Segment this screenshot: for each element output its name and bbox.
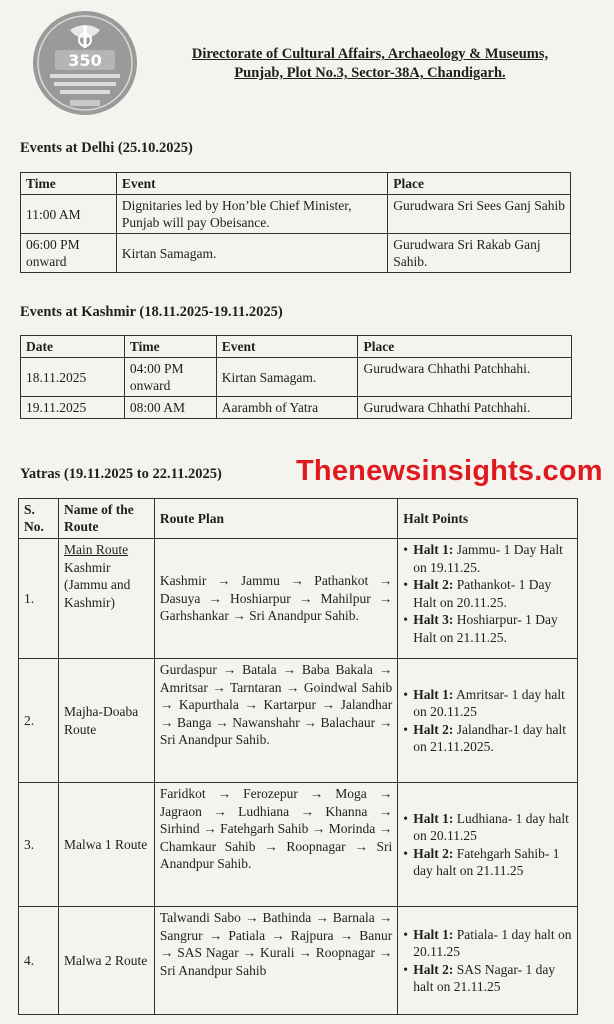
table-header-row bbox=[21, 173, 571, 195]
halt-points-cell bbox=[398, 539, 578, 659]
event-cell: Kirtan Samagam. bbox=[216, 358, 358, 397]
column-header: Name of the Route bbox=[58, 499, 154, 539]
time-cell: 06:00 PM onward bbox=[21, 234, 117, 273]
header bbox=[150, 45, 590, 83]
logo-numeral: 350 bbox=[68, 51, 102, 70]
table-header-row bbox=[19, 499, 578, 539]
column-header: Date bbox=[21, 336, 125, 358]
event-cell: Dignitaries led by Hon’ble Chief Minister, Punjab will pay Obeisance. bbox=[116, 195, 387, 234]
halt-item: • Halt 2: Fatehgarh Sahib- 1 day halt on 21.11.25 bbox=[403, 845, 572, 880]
route-name-cell bbox=[58, 539, 154, 659]
kashmir-section-title: Events at Kashmir (18.11.2025-19.11.2025) bbox=[20, 304, 283, 320]
yatras-section-title: Yatras (19.11.2025 to 22.11.2025) bbox=[20, 466, 222, 482]
column-header: Route Plan bbox=[154, 499, 397, 539]
halt-item: • Halt 1: Patiala- 1 day halt on 20.11.25 bbox=[403, 926, 572, 961]
delhi-events-table bbox=[20, 172, 571, 273]
halt-item: • Halt 1: Amritsar- 1 day halt on 20.11.25 bbox=[403, 686, 572, 721]
route-plan-cell: Gurdaspur → Batala → Baba Bakala → Amritsar → Tarntaran → Goindwal Sahib → Kapurthala → Kartarpur → Jalandhar → Banga → Nawanshahr → Balachaur → Sri Anandpur Sahib. bbox=[154, 659, 397, 783]
halt-item: • Halt 2: Pathankot- 1 Day Halt on 20.11.25. bbox=[403, 576, 572, 611]
route-plan-cell: Kashmir → Jammu → Pathankot → Dasuya → Hoshiarpur → Mahilpur → Garhshankar → Sri Anandpur Sahib. bbox=[154, 539, 397, 659]
column-header: Time bbox=[21, 173, 117, 195]
place-cell: Gurudwara Sri Rakab Ganj Sahib. bbox=[388, 234, 571, 273]
route-name-cell: Majha-Doaba Route bbox=[58, 659, 154, 783]
header-line-1: Directorate of Cultural Affairs, Archaeology & Museums, bbox=[191, 46, 549, 62]
time-cell: 04:00 PM onward bbox=[124, 358, 216, 397]
serial-cell: 2. bbox=[19, 659, 59, 783]
khanda-seal-icon bbox=[30, 8, 140, 118]
serial-cell: 1. bbox=[19, 539, 59, 659]
serial-cell: 3. bbox=[19, 783, 59, 907]
date-cell: 19.11.2025 bbox=[21, 397, 125, 419]
header-line-2: Punjab, Plot No.3, Sector-38A, Chandigarh. bbox=[234, 65, 506, 81]
column-header: Event bbox=[116, 173, 387, 195]
kashmir-events-table bbox=[20, 335, 572, 419]
column-header: S. No. bbox=[19, 499, 59, 539]
table-row bbox=[21, 358, 572, 397]
place-cell: Gurudwara Chhathi Patchhahi. bbox=[358, 397, 572, 419]
column-header: Place bbox=[358, 336, 572, 358]
time-cell: 11:00 AM bbox=[21, 195, 117, 234]
delhi-section-title: Events at Delhi (25.10.2025) bbox=[20, 140, 193, 156]
table-row bbox=[19, 783, 578, 907]
table-header-row bbox=[21, 336, 572, 358]
event-cell: Kirtan Samagam. bbox=[116, 234, 387, 273]
halt-item: • Halt 1: Jammu- 1 Day Halt on 19.11.25. bbox=[403, 541, 572, 576]
table-row bbox=[19, 907, 578, 1015]
yatras-table bbox=[18, 498, 578, 1015]
table-row bbox=[21, 195, 571, 234]
date-cell: 18.11.2025 bbox=[21, 358, 125, 397]
route-plan-cell: Faridkot → Ferozepur → Moga → Jagraon → Ludhiana → Khanna → Sirhind → Fatehgarh Sahib → Morinda → Chamkaur Sahib → Roopnagar → Sri Anandpur Sahib. bbox=[154, 783, 397, 907]
table-row bbox=[19, 539, 578, 659]
column-header: Time bbox=[124, 336, 216, 358]
place-cell: Gurudwara Sri Sees Ganj Sahib bbox=[388, 195, 571, 234]
halt-item: • Halt 2: Jalandhar-1 day halt on 21.11.2025. bbox=[403, 721, 572, 756]
table-row bbox=[19, 659, 578, 783]
event-cell: Aarambh of Yatra bbox=[216, 397, 358, 419]
halt-item: • Halt 3: Hoshiarpur- 1 Day Halt on 21.11.25. bbox=[403, 611, 572, 646]
halt-item: • Halt 2: SAS Nagar- 1 day halt on 21.11.25 bbox=[403, 961, 572, 996]
route-main-label: Main Route bbox=[63, 542, 129, 557]
halt-points-cell bbox=[398, 783, 578, 907]
route-plan-cell: Talwandi Sabo → Bathinda → Barnala → Sangrur → Patiala → Rajpura → Banur → SAS Nagar → Kurali → Roopnagar → Sri Anandpur Sahib bbox=[154, 907, 397, 1015]
route-name-cell: Malwa 2 Route bbox=[58, 907, 154, 1015]
table-row bbox=[21, 234, 571, 273]
halt-points-cell bbox=[398, 907, 578, 1015]
table-row bbox=[21, 397, 572, 419]
column-header: Place bbox=[388, 173, 571, 195]
column-header: Event bbox=[216, 336, 358, 358]
time-cell: 08:00 AM bbox=[124, 397, 216, 419]
halt-item: • Halt 1: Ludhiana- 1 day halt on 20.11.25 bbox=[403, 810, 572, 845]
watermark-text: Thenewsinsights.com bbox=[296, 455, 603, 487]
route-name-cell: Malwa 1 Route bbox=[58, 783, 154, 907]
serial-cell: 4. bbox=[19, 907, 59, 1015]
halt-points-cell bbox=[398, 659, 578, 783]
place-cell: Gurudwara Chhathi Patchhahi. bbox=[358, 358, 572, 397]
column-header: Halt Points bbox=[398, 499, 578, 539]
route-name: Kashmir (Jammu and Kashmir) bbox=[63, 559, 131, 610]
